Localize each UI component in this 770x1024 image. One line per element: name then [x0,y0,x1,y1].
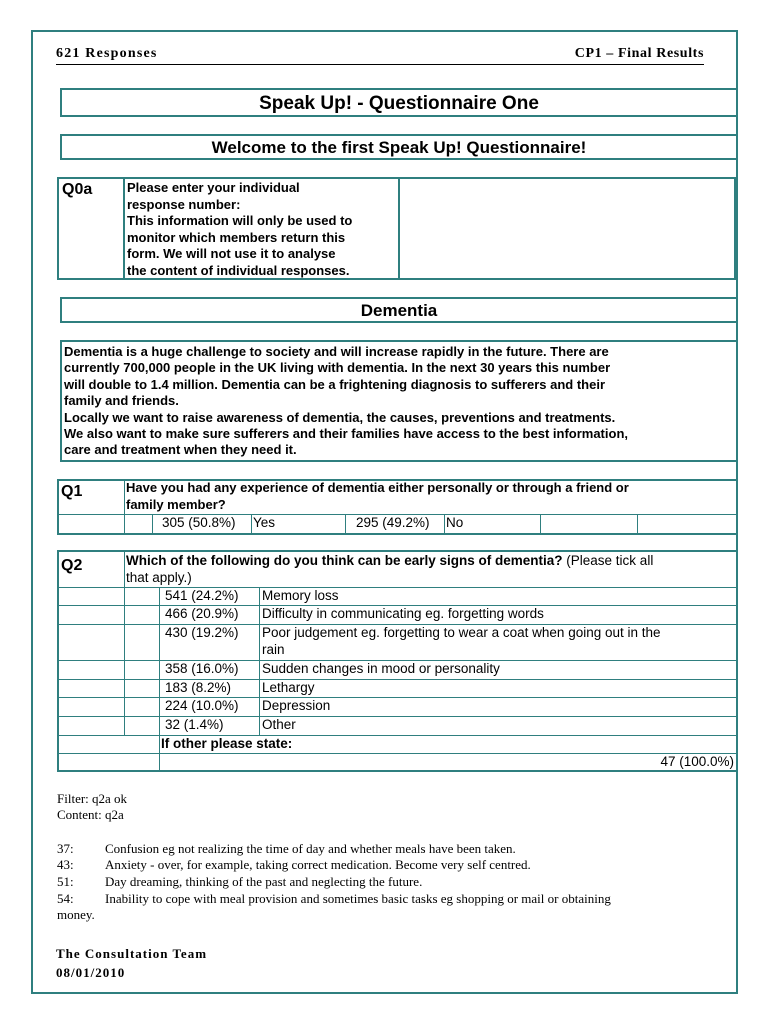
page-title: Speak Up! - Questionnaire One [60,88,738,117]
q2-answer-count: 183 (8.2%) [165,680,232,695]
document-reference: CP1 – Final Results [574,46,704,61]
q0a-line: form. We will not use it to analyse [127,246,336,261]
q1-divider [637,514,638,535]
q2-answer-label: Poor judgement eg. forgetting to wear a coat when going out in the [262,625,661,640]
dementia-intro [60,340,738,462]
q2-answer-label: Sudden changes in mood or personality [262,661,500,676]
q0a-question [124,177,399,280]
q2-question-main: Which of the following do you think can be early signs of dementia? [126,553,563,568]
section-heading-dementia: Dementia [60,297,738,323]
response-text: Anxiety - over, for example, taking correct medication. Become very self centred. [105,857,531,872]
response-text: Day dreaming, thinking of the past and neglecting the future. [105,874,423,889]
q2-question-note: (Please tick all [562,553,654,568]
response-number: 51: [57,874,74,889]
q1-divider [152,514,153,535]
intro-line: Dementia is a huge challenge to society and will increase rapidly in the future. There are [64,344,609,359]
q1-no-label: No [446,515,464,530]
q2-answer-label: Lethargy [262,680,315,695]
q1-question-line: Have you had any experience of dementia either personally or through a friend or [126,480,629,495]
q0a-line: monitor which members return this [127,229,346,245]
q1-question-line: family member? [126,496,226,512]
q0a-line: response number: [127,196,241,212]
response-text: Inability to cope with meal provision and sometimes basic tasks eg shopping or mail or obtaining [105,891,611,906]
q2-answer-label: Memory loss [262,588,339,603]
q1-divider [345,514,346,535]
response-number-input[interactable] [399,177,736,280]
q2-question [126,552,734,586]
footer-team: The Consultation Team [56,946,208,961]
q2-divider [124,550,125,735]
content-line: Content: q2a [57,807,124,822]
response-number: 43: [57,857,74,872]
q2-divider [259,587,260,735]
q2-answer-label-cont: rain [262,642,285,657]
q0a-line: the content of individual responses. [127,262,350,278]
q2-other-count: 47 (100.0%) [660,754,734,769]
q2-answer-label: Depression [262,698,331,713]
q1-divider [251,514,252,535]
q2-other-prompt: If other please state: [161,736,293,751]
welcome-heading: Welcome to the first Speak Up! Questionnaire! [60,134,738,160]
q2-answer-label: Other [262,717,296,732]
q2-question-note-cont: that apply.) [126,570,192,585]
q2-answer-count: 466 (20.9%) [165,606,239,621]
q1-divider [540,514,541,535]
intro-line: currently 700,000 people in the UK living with dementia. In the next 30 years this number [64,360,611,376]
response-number: 37: [57,841,74,856]
q2-answer-count: 224 (10.0%) [165,698,239,713]
q1-label: Q1 [61,483,83,500]
footer-date: 08/01/2010 [56,965,126,980]
q2-divider [57,587,738,588]
q1-yes-count: 305 (50.8%) [162,515,236,530]
intro-line: family and friends. [64,393,179,409]
response-number: 54: [57,891,74,906]
q1-divider [444,514,445,535]
filter-line: Filter: q2a ok [57,791,128,806]
q2-divider [57,735,738,736]
intro-line: will double to 1.4 million. Dementia can be a frightening diagnosis to sufferers and their [64,376,606,392]
q2-answer-label: Difficulty in communicating eg. forgetting words [262,606,544,621]
q0a-line: Please enter your individual [127,180,300,195]
q2-divider [57,697,738,698]
q2-answer-count: 358 (16.0%) [165,661,239,676]
q1-yes-label: Yes [253,515,276,530]
q2-label: Q2 [61,557,83,574]
q2-answer-count: 430 (19.2%) [165,625,239,640]
q0a-line: This information will only be used to [127,213,353,228]
q1-question [124,479,631,514]
q0a-label: Q0a [57,177,124,280]
q2-divider [57,679,738,680]
q2-divider [57,716,738,717]
q2-answer-count: 32 (1.4%) [165,717,224,732]
intro-line: care and treatment when they need it. [64,442,297,458]
q1-no-count: 295 (49.2%) [356,515,430,530]
response-text: Confusion eg not realizing the time of day and whether meals have been taken. [105,841,516,856]
response-text-cont: money. [57,907,95,922]
q2-answer-count: 541 (24.2%) [165,588,239,603]
intro-line: We also want to make sure sufferers and their families have access to the best information, [64,426,628,442]
intro-line: Locally we want to raise awareness of dementia, the causes, preventions and treatments. [64,409,616,425]
header-rule [56,64,704,65]
q2-divider [57,753,738,754]
response-count: 621 Responses [56,46,158,61]
